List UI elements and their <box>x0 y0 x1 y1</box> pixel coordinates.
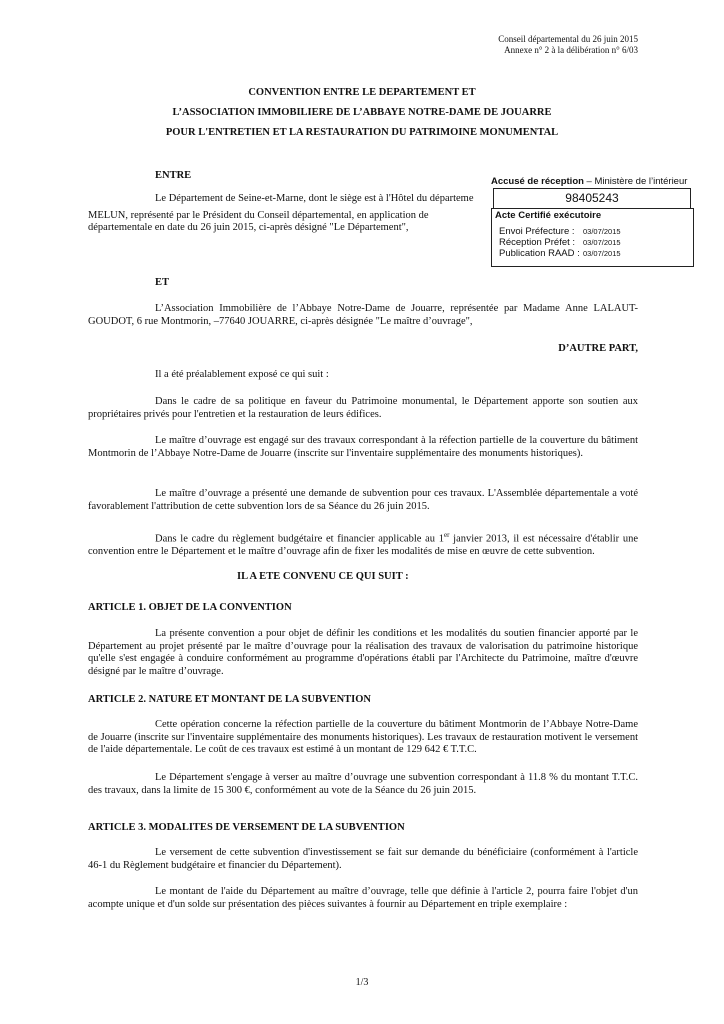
dept-line-1: Le Département de Seine-et-Marne, dont le siège est à l'Hôtel du départeme <box>155 193 474 204</box>
title-line-2: L’ASSOCIATION IMMOBILIERE DE L’ABBAYE NOTRE-DAME DE JOUARRE <box>172 107 552 118</box>
stamp-accuse <box>491 176 721 187</box>
article-1-text: La présente convention a pour objet de définir les conditions et les modalités du soutien financier apporté par le Département au projet présenté par le maître d’ouvrage pour la réalisation des travaux de valorisation du patrimoine historique qu'elle s'est engagée à conduire conformément au programme d'opérations établi par l'Architecte du Patrimoine, maître d'œuvre désigné par le maître d’ouvrage. <box>88 628 638 677</box>
stamp-row-date: 03/07/2015 <box>583 249 621 258</box>
article-2-paragraph-1: Cette opération concerne la réfection partielle de la couverture du bâtiment Montmorin de l’Abbaye Notre-Dame de Jouarre (inscrite sur l'inventaire supplémentaire des monuments historiques). Les travaux de restauration motivent le versement de l'aide départementale. Le coût de ces travaux est estimé à un montant de 129 642 € T.T.C. <box>88 719 638 756</box>
autre-part-label: D’AUTRE PART, <box>558 343 638 354</box>
dept-line-2: MELUN, représenté par le Président du Conseil départemental, en application de <box>88 210 429 221</box>
preamble-paragraph-2: Le maître d’ouvrage est engagé sur des travaux correspondant à la réfection partielle de la couverture du bâtiment Montmorin de l’Abbaye Notre-Dame de Jouarre (inscrite sur l'inventaire supplémentaire des monuments historiques). <box>88 435 638 459</box>
stamp-acte-title: Acte Certifié exécutoire <box>495 210 602 221</box>
stamp-row-reception <box>499 237 621 248</box>
stamp-row-date: 03/07/2015 <box>583 227 621 236</box>
preamble-paragraph-3: Le maître d’ouvrage a présenté une demande de subvention pour ces travaux. L'Assemblée départementale a voté favorablement l'attribution de cette subvention lors de sa Séance du 26 juin 2015. <box>88 488 638 512</box>
stamp-row-publication <box>499 248 621 259</box>
entre-label: ENTRE <box>155 170 192 181</box>
preamble-p4-end: janvier 2013, il est nécessaire d'établir une convention entre le Département et le maître d’ouvrage afin de fixer les modalités de mise en œuvre de cette subvention. <box>88 533 638 558</box>
article-3-paragraph-1: Le versement de cette subvention d'investissement se fait sur demande du bénéficiaire (conformément à l'article 46-1 du Règlement budgétaire et financier du Département). <box>88 847 638 871</box>
stamp-row-label: Réception Préfet : <box>499 237 576 248</box>
article-3-heading: ARTICLE 3. MODALITES DE VERSEMENT DE LA SUBVENTION <box>88 822 405 833</box>
preamble-paragraph-1: Dans le cadre de sa politique en faveur du Patrimoine monumental, le Département apporte son soutien aux propriétaires privés pour l'entretien et la restauration de leurs édifices. <box>88 396 638 420</box>
article-2-heading: ARTICLE 2. NATURE ET MONTANT DE LA SUBVENTION <box>88 694 371 705</box>
title-line-3: POUR L'ENTRETIEN ET LA RESTAURATION DU PATRIMOINE MONUMENTAL <box>165 127 559 138</box>
stamp-row-label: Publication RAAD : <box>499 248 580 259</box>
preamble-p4-sup: er <box>444 531 450 539</box>
preamble-paragraph-4 <box>88 529 638 559</box>
stamp-accuse-bold: Accusé de réception <box>491 176 584 187</box>
stamp-acte-box <box>491 208 694 267</box>
stamp-accuse-rest: – Ministère de l’intérieur <box>583 176 688 187</box>
dept-line-3: départementale en date du 26 juin 2015, ci-après désigné "Le Département", <box>88 222 409 233</box>
page-number: 1/3 <box>355 977 369 988</box>
article-1-heading: ARTICLE 1. OBJET DE LA CONVENTION <box>88 602 292 613</box>
header-session: Conseil départemental du 26 juin 2015 <box>498 34 638 44</box>
convenu-heading: IL A ETE CONVENU CE QUI SUIT : <box>237 571 409 582</box>
stamp-row-date: 03/07/2015 <box>583 238 621 247</box>
preamble-p4-start: Dans le cadre du règlement budgétaire et financier applicable au 1 <box>155 533 444 545</box>
et-label: ET <box>155 277 170 288</box>
preamble-intro: Il a été préalablement exposé ce qui suit : <box>155 369 329 380</box>
article-3-paragraph-2: Le montant de l'aide du Département au maître d’ouvrage, telle que définie à l'article 2, pourra faire l'objet d'un acompte unique et d'un solde sur présentation des pièces suivantes à fournir au Département en triple exemplaire : <box>88 886 638 910</box>
title-line-1: CONVENTION ENTRE LE DEPARTEMENT ET <box>248 87 476 98</box>
header-annex: Annexe n° 2 à la délibération n° 6/03 <box>504 45 638 55</box>
article-2-paragraph-2: Le Département s'engage à verser au maître d’ouvrage une subvention correspondant à 11.8 % du montant T.T.C. des travaux, dans la limite de 15 300 €, conformément au vote de la Séance du 26 juin 2015. <box>88 772 638 796</box>
stamp-row-envoi <box>499 226 621 237</box>
stamp-row-label: Envoi Préfecture : <box>499 226 575 237</box>
association-paragraph: L’Association Immobilière de l’Abbaye Notre-Dame de Jouarre, représentée par Madame Anne LALAUT-GOUDOT, 6 rue Montmorin, –77640 JOUARRE, ci-après désignée "Le maître d’ouvrage", <box>88 303 638 327</box>
stamp-number: 98405243 <box>493 188 691 209</box>
